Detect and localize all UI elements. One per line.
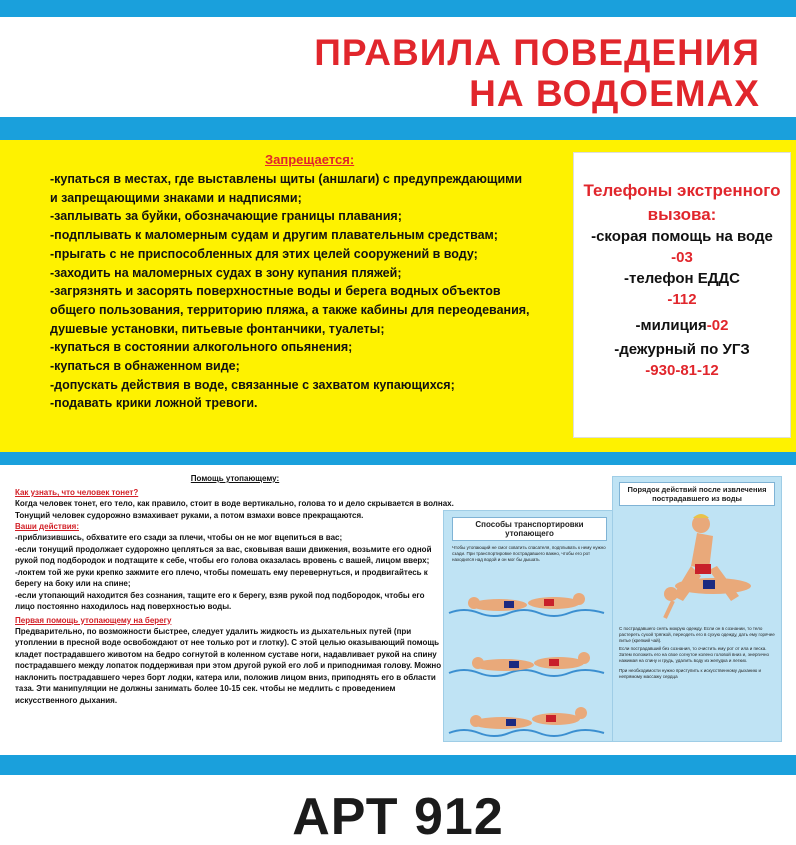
transport-title: Способы транспортировки утопающего [452, 517, 607, 541]
first-aid-heading: Первая помощь утопающему на берегу [15, 615, 172, 625]
transport-caption: Чтобы утопающий не смог схватить спасателя, подплывать к нему нужно сзади. При транспортировке пострадавшего важно, чтобы его рот находился над водой и он мог бы дышать [452, 545, 606, 562]
after-rescue-text-2: Если пострадавший без сознания, то очистить ему рот от ила и песка. Затем положить его на свое согнутое колено головой вниз и, энергично нажимая на спину и грудь, удалить воду из желудка и легких. [619, 646, 769, 663]
title-band [0, 17, 796, 117]
prohibited-heading: Запрещается: [265, 152, 355, 167]
lower-blue-stripe [0, 755, 796, 775]
product-code: АРТ 912 [292, 788, 504, 845]
first-aid-text: Предварительно, по возможности быстрее, следует удалить жидкость из дыхательных путей (при утоплении в пресной воде освобождают от нее только рот и глотку). С этой целью оказывающий помощь кладет пострадавшего животом на бедро согнутой в коленном суставе ноги, надавливает рукой на спину пострадавшего между лопаток поддерживая при этом другой рукой его лоб и приподнимая голову. Можно наклонить пострадавшего через борт лодки, катера или, положив лицом вниз, приподнять его в области таза. Эти манипуляции не должны занимать более 10-15 сек. чтобы не медлить с проведением искусственного дыхания. [15, 626, 442, 705]
swimmer-pair-3 [449, 707, 604, 736]
prohibited-item: -подплывать к маломерным судам и другим плавательным средствам; [50, 228, 498, 243]
prohibited-item: душевые установки, питьевые фонтанчики, туалеты; [50, 321, 385, 336]
action-item: -приблизившись, обхватите его сзади за плечи, чтобы он не мог вцепиться в вас; [15, 533, 343, 542]
title-line-2: НА ВОДОЕМАХ [469, 73, 760, 114]
middle-blue-stripe [0, 452, 796, 465]
prohibited-item: -прыгать с не приспособленных для этих целей сооружений в воду; [50, 246, 478, 261]
prohibited-item: -купаться в состоянии алкогольного опьянения; [50, 340, 353, 355]
transport-methods-card [443, 510, 616, 742]
help-heading: Помощь утопающему: [190, 474, 280, 483]
after-rescue-text-3: При необходимости нужно приступить к искусственному дыханию и непрямому массажу сердца [619, 668, 761, 679]
prohibited-list [50, 170, 570, 413]
phones-title-line-2: вызова: [647, 205, 717, 224]
police-row [574, 315, 790, 337]
rescuer-illustration [613, 506, 781, 626]
swimmer-pair-1 [449, 593, 604, 616]
emergency-phones-box [573, 152, 791, 438]
action-item: -если утопающий находится без сознания, тащите его к берегу, взяв рукой под подбородок, чтобы его лицо постоянно находилось над поверхностью воды. [15, 590, 425, 611]
drowning-question: Как узнать, что человек тонет? [15, 488, 139, 497]
swimmers-illustration [444, 563, 615, 743]
prohibited-item: -допускать действия в воде, связанные с захватом купающихся; [50, 377, 455, 392]
duty-number: -930-81-12 [645, 362, 719, 379]
upper-blue-stripe [0, 117, 796, 140]
after-rescue-card [612, 476, 782, 742]
ambulance-label: -скорая помощь на воде [591, 228, 773, 245]
prohibited-item: -купаться в обнаженном виде; [50, 359, 240, 374]
actions-heading: Ваши действия: [15, 522, 80, 531]
duty-label: -дежурный по УГЗ [614, 341, 750, 358]
prohibited-item: -заплывать за буйки, обозначающие границы плавания; [50, 209, 402, 224]
prohibited-item: и запрещающими знаками и надписями; [50, 190, 302, 205]
action-item: -если тонущий продолжает судорожно цепляться за вас, сковывая ваши движения, возьмите его одной рукой под подбородок и подтащите к себе, чтобы его голова оказалась вровень с вашей, лицом вверх; [15, 544, 432, 565]
police-number: -02 [706, 317, 729, 334]
edds-label: -телефон ЕДДС [624, 270, 740, 287]
phones-title-line-1: Телефоны экстренного [583, 181, 781, 200]
ambulance-number: -03 [671, 249, 693, 266]
action-item: -локтем той же руки крепко зажмите его плечо, чтобы помешать ему перевернуться, и продвигайтесь к берегу на боку или на спине; [15, 567, 428, 588]
edds-number: -112 [667, 291, 697, 308]
title-line-1: ПРАВИЛА ПОВЕДЕНИЯ [314, 32, 760, 73]
prohibited-item: -заходить на маломерных судах в зону купания пляжей; [50, 265, 402, 280]
drowning-description: Когда человек тонет, его тело, как правило, стоит в воде вертикально, голова то и дело скрывается в волнах. Тонущий человек судорожно взмахивает руками, а потом взмахи вовсе прекращаются. [15, 499, 454, 520]
swimmer-pair-2 [449, 652, 604, 676]
prohibited-item: общего пользования, территорию пляжа, а также кабины для переодевания, [50, 302, 530, 317]
help-column [15, 474, 455, 706]
after-rescue-title: Порядок действий после извлечения пострадавшего из воды [619, 482, 775, 506]
police-label: -милиция [635, 317, 707, 334]
top-blue-stripe [0, 0, 796, 17]
prohibited-item: -подавать крики ложной тревоги. [50, 396, 258, 411]
after-rescue-text-1: С пострадавшего снять мокрую одежду. Если он в сознании, то тело растереть сухой тряпкой, переодеть его в сухую одежду, дать ему горячее питье (крепкий чай). [619, 626, 775, 643]
prohibited-item: -загрязнять и засорять поверхностные воды и берега водных объектов [50, 284, 501, 299]
prohibited-item: -купаться в местах, где выставлены щиты (аншлаги) с предупреждающими [50, 172, 523, 186]
